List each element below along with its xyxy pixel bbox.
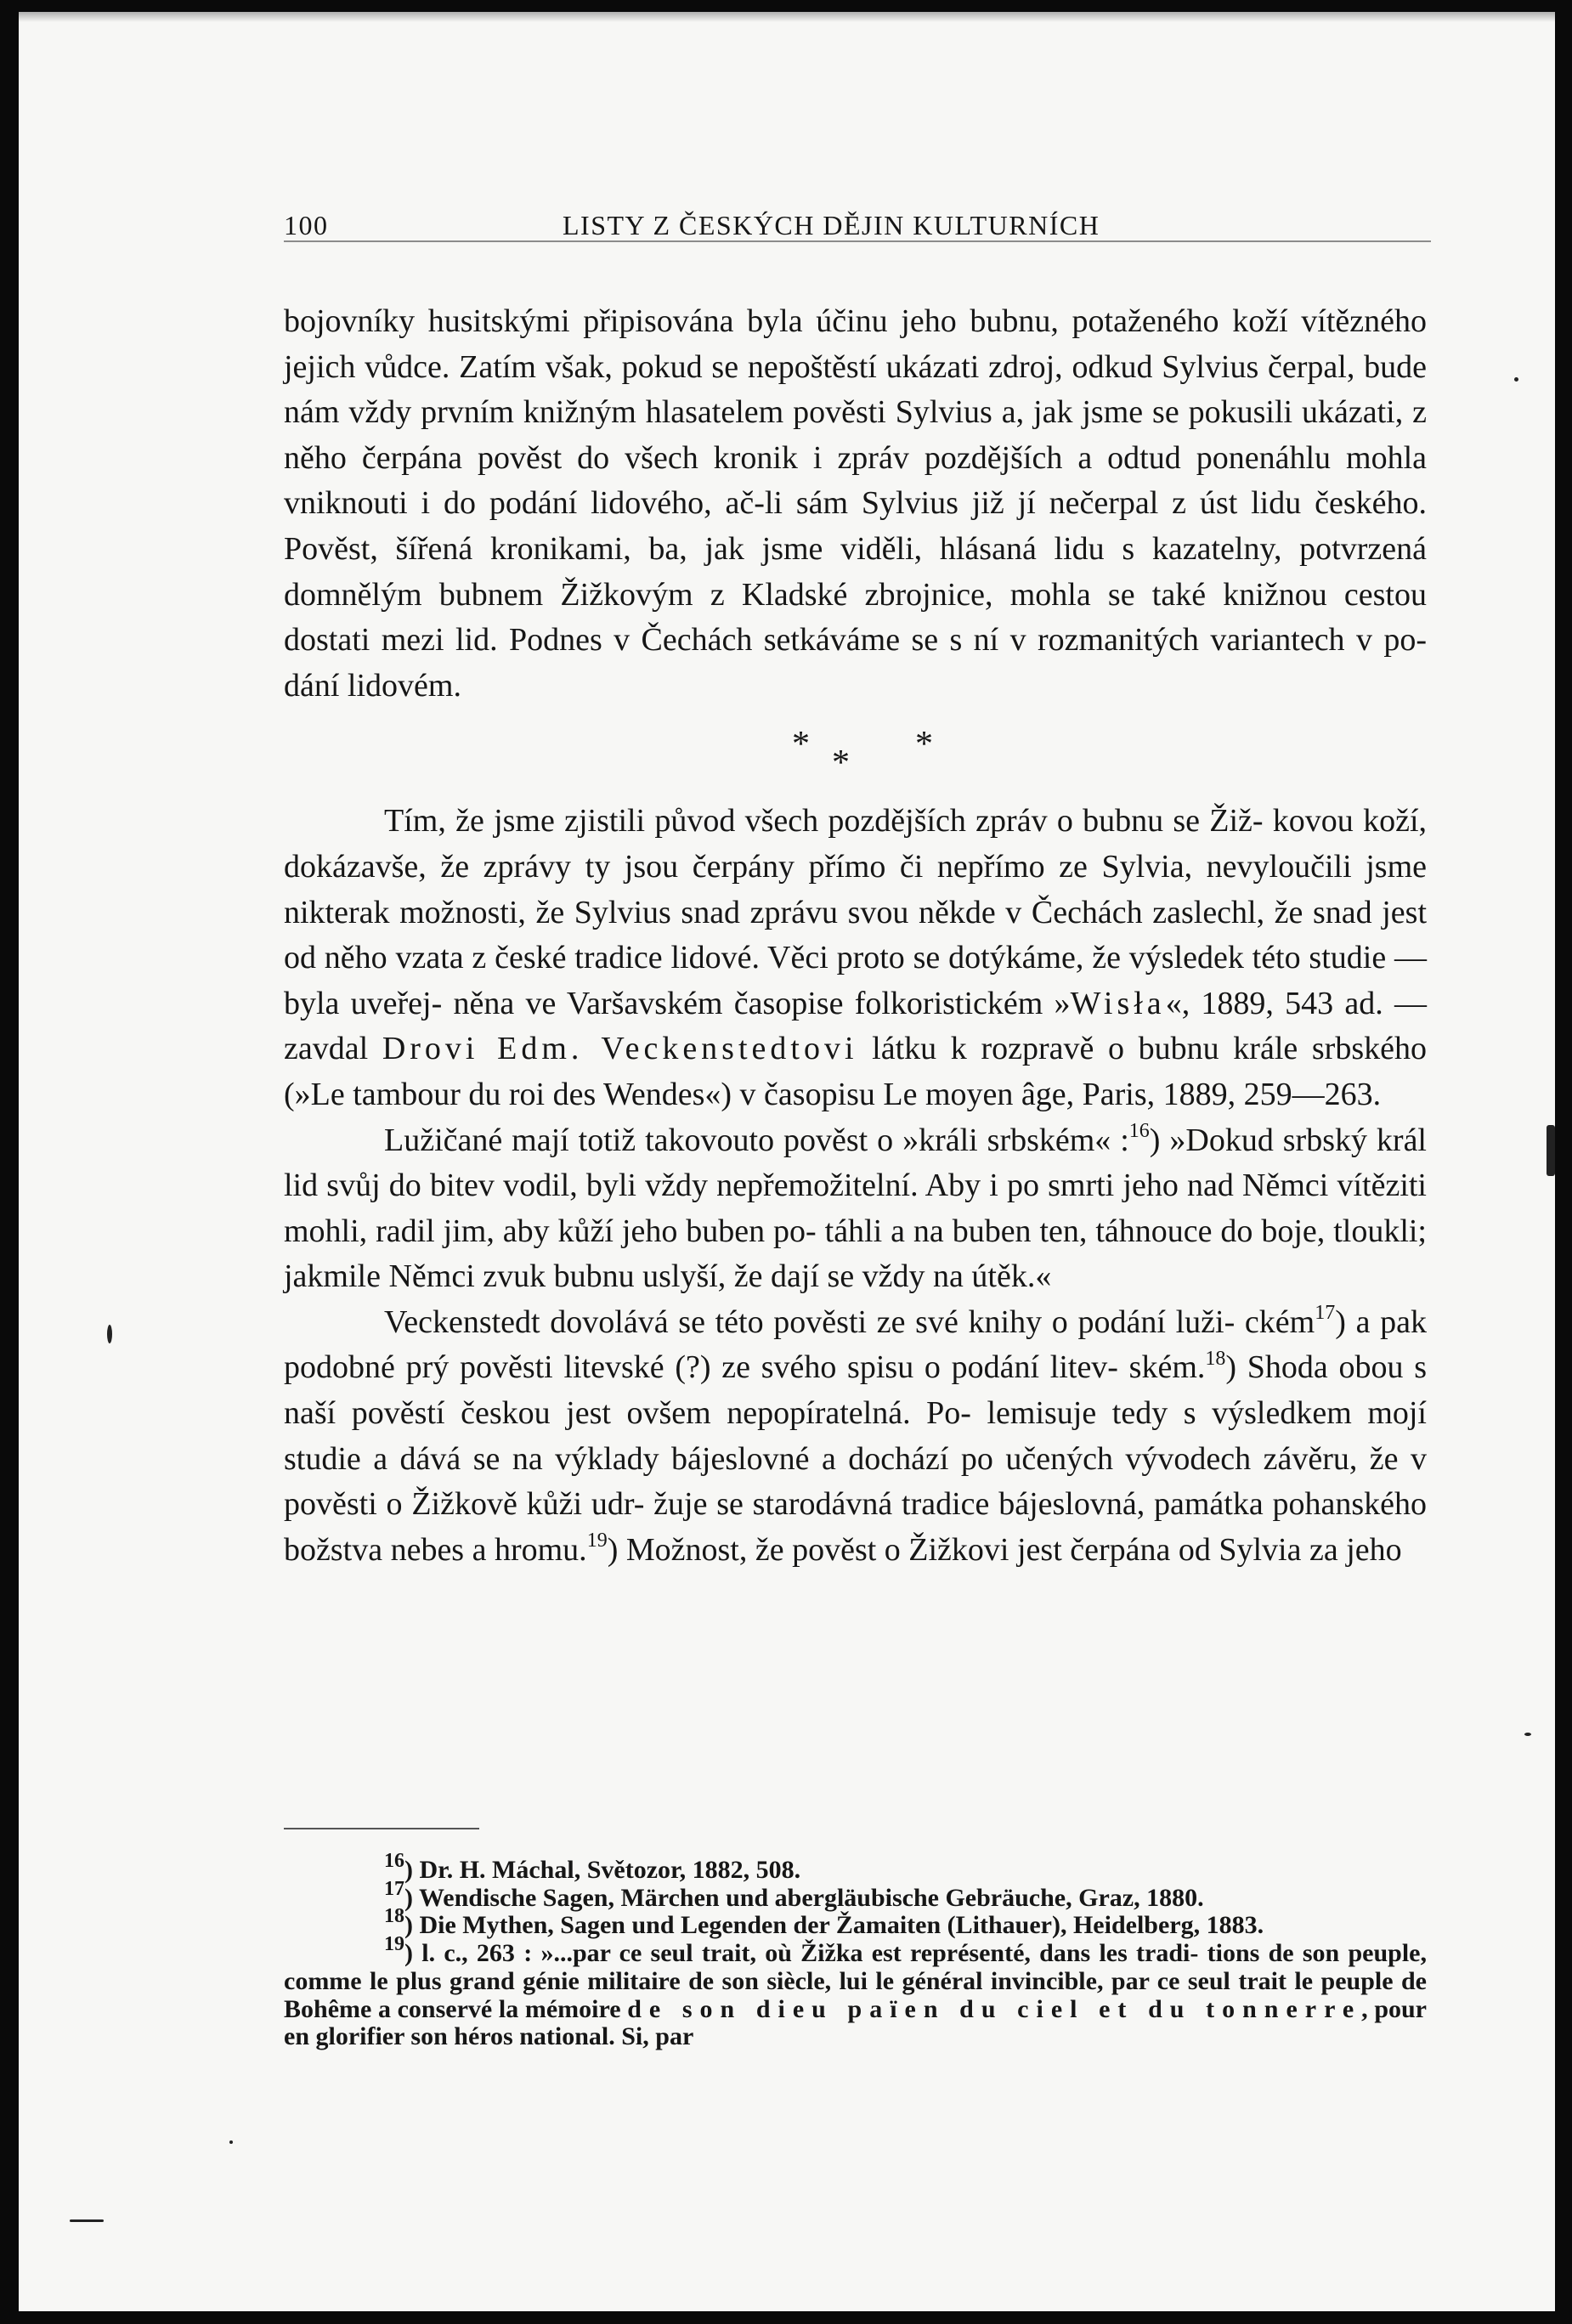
spaced-phrase: de son dieu païen du ciel et du tonnerre [627,1994,1362,2023]
line: bojovníky husitskými připisována byla účinu jeho bubnu, potaženého koží [284,303,1302,339]
paragraph-2: Tím, že jsme zjistili původ všech pozdějších zpráv o bubnu se Žiž- kovou koží, dokázavše, že zprávy ty jsou čerpány přímo či nepřímo ze Sylvia, nevyloučili jsme nikterak možnosti, že Sylvius snad zprávu svou někde v Čechách zaslechl, že snad jest od něho vzata z české tradice lidové. Věci proto se dotýkáme, že výsledek této studie — byla uveřej- něna ve Varšavském časopise folkoristickém »Wisła«, 1889, 543 ad. — zavdal Drovi Edm. Veckenstedtovi látku k rozpravě o bubnu krále srbského (»Le tambour du roi des Wendes«) v časopisu Le moyen âge, Paris, 1889, 259—263. [284,803,1427,1112]
scan-edge-mark [1547,1125,1555,1176]
author-name: Drovi Edm. Veckenstedtovi [382,1031,858,1067]
line: a, jak jsme se pokusili ukázati, z něho čerpána pověst do všech kronik i zpráv [284,394,1427,476]
line: pozdějších a odtud ponenáhlu mohla vniknouti i do podání lidového, ač-li [284,439,1427,522]
line: Sylvius čerpal, bude nám vždy prvním knižným hlasatelem pověsti Sylvius [284,348,1427,431]
footnote-19: $^{19}$) l. c., 263 : »...par ce seul trait, où Žižka est représenté, dans les tradi- tions de son peuple, comme le plus grand génie militaire de son siècle, lui le général invincible, par ce seul trait le peuple de Bohême a conservé la mémoire de son dieu païen du ciel et du tonnerre, pour en glorifier son héros national. Si, par [284,1933,1427,2051]
footnotes [284,1850,1427,2051]
asterisk: * [915,725,933,765]
footnote-17: $^{17}$) Wendische Sagen, Märchen und abergläubische Gebräuche, Graz, 1880. [384,1877,1204,1912]
footnote-16: $^{16}$) Dr. H. Máchal, Světozor, 1882, 508. [384,1850,801,1884]
section-asterism [284,709,1427,799]
paragraph-3: Lužičané mají totiž takovouto pověst o »králi srbském« :$^{16}$) »Dokud srbský král lid svůj do bitev vodil, byli vždy nepřemožitelní. Aby i po smrti jeho nad Němci vítěziti mohli, radil jim, aby kůží jeho buben po- táhli a na buben ten, táhnouce do boje, tloukli; jakmile Němci zvuk bubnu uslyší, že dají se vždy na útěk.« [284,1119,1427,1295]
scan-top-edge [19,12,1555,22]
line: ba, jak jsme viděli, hlásaná lidu s kazatelny, potvrzená domnělým bubnem [284,530,1427,613]
footnote-ref: 17 [1315,1302,1336,1325]
scan-speck [1514,377,1518,382]
scan-speck [70,2219,104,2222]
scan-speck [107,1325,112,1343]
line: sám Sylvius již jí nečerpal z úst lidu českého. Pověst, šířená kronikami, [284,485,1427,567]
paragraph-1 [284,299,1427,709]
line: Žižkovým z Kladské zbrojnice, mohla se také knižnou cestou dostati mezi [284,576,1427,659]
footnote-ref: 16 [1128,1119,1150,1142]
asterisk: * [832,744,850,783]
header-rule [284,240,1431,242]
footnote-18: $^{18}$) Die Mythen, Sagen und Legenden der Žamaiten (Lithauer), Heidelberg, 1883. [384,1905,1264,1940]
scan-speck [1524,1733,1531,1736]
scan-speck [229,2140,233,2144]
paragraph-4: Veckenstedt dovolává se této pověsti ze své knihy o podání luži- ckém$^{17}$) a pak podobné prý pověsti litevské (?) ze svého spisu o podání litev- ském.$^{18}$) Shoda obou s naší pověstí českou jest ovšem nepopíratelná. Po- lemisuje tedy s výsledkem mojí studie a dává se na výklady bájeslovné a dochází po učených vývodech závěru, že v pověsti o Žižkově kůži udr- žuje se starodávná tradice bájeslovná, památka pohanského božstva nebes a hromu.$^{19}$) Možnost, že pověst o Žižkovi jest čerpána od Sylvia za jeho [284,1302,1427,1568]
book-page [19,12,1555,2311]
footnote-ref: 19 [586,1530,608,1552]
main-text [284,299,1427,1573]
line: dání lidovém. [284,667,461,704]
footnote-rule [284,1828,479,1829]
journal-name: Wisła [1070,985,1166,1021]
line: lid. Podnes v Čechách setkáváme se s ní v rozmanitých variantech v po- [455,622,1427,659]
asterisk: * [792,725,810,765]
line: vítězného jejich vůdce. Zatím však, pokud se nepoštěstí ukázati zdroj, odkud [284,303,1427,385]
page-number: 100 [284,210,329,240]
footnote-ref: 18 [1205,1347,1226,1370]
running-title: LISTY Z ČESKÝCH DĚJIN KULTURNÍCH [563,210,1100,240]
